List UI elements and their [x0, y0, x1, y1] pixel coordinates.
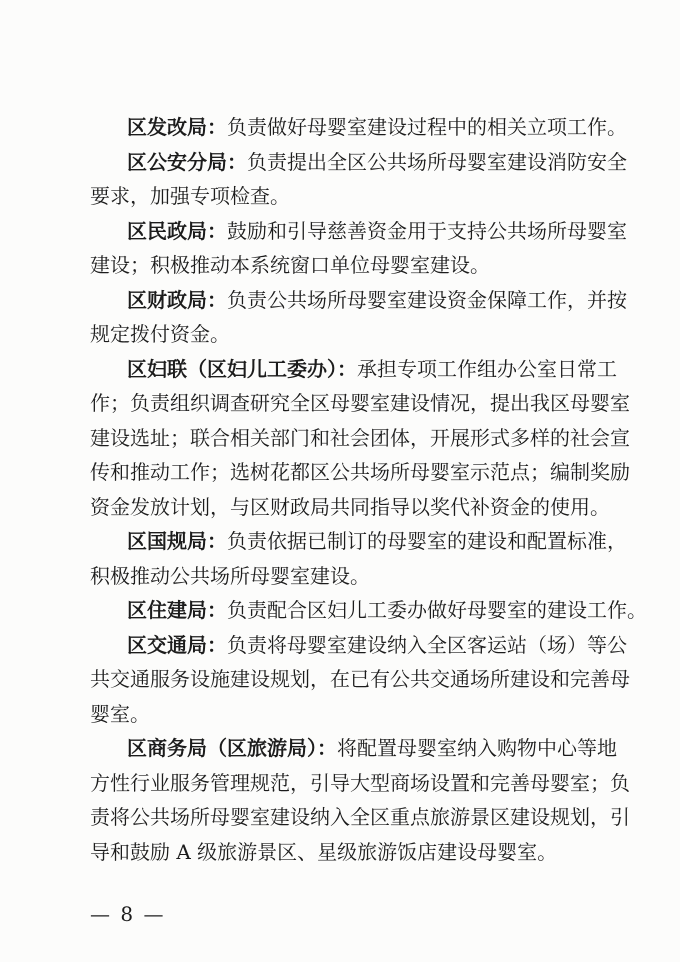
department-heading: 区公安分局：: [127, 149, 247, 174]
department-heading: 区财政局：: [127, 287, 227, 312]
department-heading: 区交通局：: [127, 632, 227, 657]
paragraph-text: 传和推动工作；选树花都区公共场所母婴室示范点；编制奖励: [90, 460, 630, 484]
paragraph-text: 建设选址；联合相关部门和社会团体，开展形式多样的社会宣: [90, 425, 630, 450]
department-heading: 区住建局：: [127, 598, 227, 622]
text-line: [90, 110, 627, 145]
text-line: [90, 766, 630, 801]
text-line: [90, 731, 617, 766]
paragraph: [90, 214, 627, 283]
department-heading: 区商务局（区旅游局）：: [127, 736, 337, 760]
text-line: [90, 386, 630, 421]
text-line: [90, 835, 558, 870]
paragraph-text: 承担专项工作组办公室日常工: [357, 356, 617, 381]
paragraph-text: 负责将母婴室建设纳入全区客运站（场）等公: [227, 632, 627, 657]
paragraph-text: 鼓励和引导慈善资金用于支持公共场所母婴室: [227, 218, 627, 243]
text-line: [90, 214, 627, 249]
paragraph-text: 负责做好母婴室建设过程中的相关立项工作。: [227, 115, 627, 139]
paragraph: [90, 524, 627, 593]
paragraph: [90, 731, 630, 869]
text-line: [90, 455, 630, 490]
paragraph-text: 责将公共场所母婴室建设纳入全区重点旅游景区建设规划，引: [90, 805, 630, 829]
text-line: [90, 248, 551, 283]
paragraph-text: 导和鼓励 A 级旅游景区、星级旅游饭店建设母婴室。: [90, 839, 558, 864]
department-heading: 区发改局：: [127, 115, 227, 139]
department-heading: 区妇联（区妇儿工委办）：: [127, 356, 357, 381]
text-line: [90, 352, 617, 387]
text-line: [90, 559, 551, 594]
paragraph-text: 作；负责组织调查研究全区母婴室建设情况，提出我区母婴室: [90, 391, 630, 415]
paragraph-text: 将配置母婴室纳入购物中心等地: [337, 736, 617, 760]
paragraph-text: 婴室。: [90, 701, 150, 726]
text-line: [90, 662, 630, 697]
text-line: [90, 283, 627, 318]
text-line: [90, 179, 551, 214]
paragraph-text: 资金发放计划，与区财政局共同指导以奖代补资金的使用。: [90, 494, 610, 519]
paragraph: [90, 110, 627, 145]
paragraph-text: 负责公共场所母婴室建设资金保障工作，并按: [227, 287, 627, 312]
text-line: [90, 800, 630, 835]
document-body: [90, 110, 647, 869]
text-line: [90, 317, 551, 352]
text-line: [90, 628, 627, 663]
paragraph: [90, 352, 630, 525]
paragraph-text: 负责提出全区公共场所母婴室建设消防安全: [247, 149, 627, 174]
text-line: [90, 593, 647, 628]
text-line: [90, 490, 610, 525]
paragraph-text: 负责依据已制订的母婴室的建设和配置标准，: [227, 529, 627, 553]
department-heading: 区国规局：: [127, 529, 227, 553]
department-heading: 区民政局：: [127, 218, 227, 243]
page-number: — 8 —: [90, 902, 166, 926]
paragraph: [90, 628, 630, 732]
paragraph-text: 负责配合区妇儿工委办做好母婴室的建设工作。: [227, 598, 647, 622]
paragraph-text: 要求，加强专项检查。: [90, 184, 290, 208]
text-line: [90, 421, 630, 456]
text-line: [90, 145, 627, 180]
paragraph-text: 规定拨付资金。: [90, 322, 230, 346]
paragraph: [90, 145, 627, 214]
paragraph-text: 积极推动公共场所母婴室建设。: [90, 563, 370, 588]
paragraph-text: 建设；积极推动本系统窗口单位母婴室建设。: [90, 253, 490, 277]
paragraph-text: 方性行业服务管理规范，引导大型商场设置和完善母婴室；负: [90, 770, 630, 795]
text-line: [90, 697, 551, 732]
paragraph: [90, 593, 647, 628]
text-line: [90, 524, 627, 559]
paragraph: [90, 283, 627, 352]
paragraph-text: 共交通服务设施建设规划，在已有公共交通场所建设和完善母: [90, 667, 630, 691]
